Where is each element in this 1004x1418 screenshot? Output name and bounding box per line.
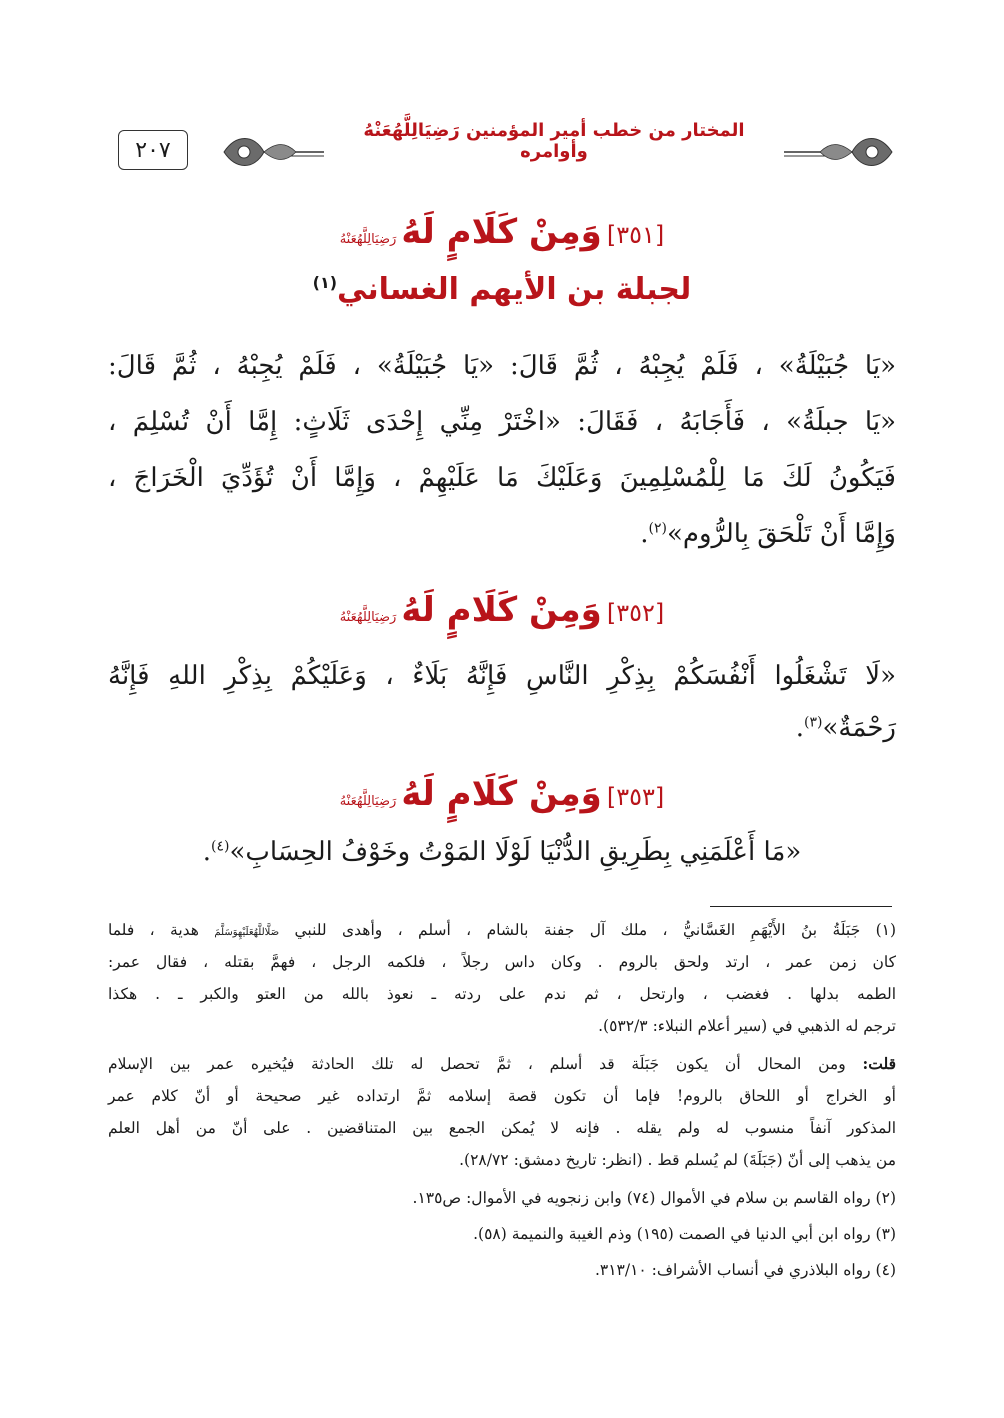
section-title: وَمِنْ كَلَامٍ لَهُ xyxy=(401,774,602,814)
footnote-1-line: الطمه بدلها . فغضب ، وارتحل ، ثم ندم على ردته ـ نعوذ بالله من العتو والكبر ـ . هكذا xyxy=(108,985,896,1003)
subtitle-text: لجبلة بن الأيهم الغساني xyxy=(337,272,692,307)
body-text: وَإِمَّا أَنْ تَلْحَقَ بِالرُّوم» xyxy=(666,519,896,549)
body-line: رَحْمَةٌ»$^{(٣)}$. xyxy=(795,713,896,743)
footnote-note-line: أو الخراج أو اللحاق بالروم! فإما أن تكون قصة إسلامه ثمَّ ارتداده غير صحيحة أو أنّ كلام عمر xyxy=(108,1087,896,1105)
section-subtitle xyxy=(108,272,896,307)
body-line: «لَا تَشْغَلُوا أَنْفُسَكُمْ بِذِكْرِ النَّاسِ فَإِنَّهُ بَلَاءٌ ، وَعَلَيْكُمْ بِذِكْرِ اللهِ فَإِنَّهُ xyxy=(108,661,896,691)
footnote-text: (١) جَبَلَةُ بنُ الأَيْهَمِ الغَسَّانيُّ ، ملك آل جفنة بالشام ، أسلم ، وأهدى للنبي xyxy=(294,921,897,939)
note-label: قلت: xyxy=(862,1054,896,1073)
body-line: «يَا جُبَيْلَةُ» ، فَلَمْ يُجِبْهُ ، ثُمَّ قَالَ: «يَا جُبَيْلَةُ» ، فَلَمْ يُجِبْهُ ، ثُمَّ قَالَ: xyxy=(108,351,896,381)
section-title: وَمِنْ كَلَامٍ لَهُ xyxy=(401,590,602,630)
footnote-ref: (٢) xyxy=(648,520,667,537)
section-number: [٣٥٣] xyxy=(606,783,665,811)
footnote-separator xyxy=(710,906,892,907)
page-header xyxy=(108,116,896,186)
section-title: وَمِنْ كَلَامٍ لَهُ xyxy=(401,212,602,252)
footnote-note-line xyxy=(108,1054,896,1074)
body-line: «يَا جبلَةُ» ، فَأَجَابَهُ ، فَقَالَ: «اخْتَرْ مِنِّي إِحْدَى ثَلَاثٍ: إِمَّا أَنْ تُسْلِمَ ، xyxy=(108,407,896,437)
footnote-ref: (٤) xyxy=(210,838,230,855)
footnote-3: (٣) رواه ابن أبي الدنيا في الصمت (١٩٥) وذم الغيبة والنميمة (٥٨). xyxy=(473,1225,896,1243)
body-line: «مَا أَعْلَمَنِي بِطَرِيقِ الدُّنْيَا لَوْلَا المَوْتُ وخَوْفُ الحِسَابِ»$^{(٤)}$. xyxy=(202,837,802,867)
footnote-4: (٤) رواه البلاذري في أنساب الأشراف: ٣١٣/١٠. xyxy=(594,1261,896,1279)
honorific: رَضِيَالِلَّهُعَنْهُ xyxy=(339,794,397,809)
honorific: صَلَّاللَّهُعَلَيْهِوَسَلَّمَ xyxy=(214,927,280,938)
footnote-text: ومن المحال أن يكون جَبَلَة قد أسلم ، ثمَّ تحصل له تلك الحادثة فيُخيره عمر بين الإسلام xyxy=(108,1055,846,1073)
page-number: ٢٠٧ xyxy=(118,130,188,170)
body-text: رَحْمَةٌ» xyxy=(822,713,896,743)
section-heading-351 xyxy=(108,212,896,252)
footnote-note-line: المذكور آنفاً منسوب له ولم يقله . فإنه لا يُمكن الجمع بين المتناقضين . على أنّ من أهل العلم xyxy=(108,1119,896,1137)
body-line: وَإِمَّا أَنْ تَلْحَقَ بِالرُّوم»$^{(٢)}$. xyxy=(640,519,896,549)
body-text: «مَا أَعْلَمَنِي بِطَرِيقِ الدُّنْيَا لَوْلَا المَوْتُ وخَوْفُ الحِسَابِ» xyxy=(229,837,802,867)
section-number: [٣٥٢] xyxy=(606,599,665,627)
running-title: المختار من خطب أمير المؤمنين رَضِيَالِلَّهُعَنْهُ وأوامره xyxy=(324,120,784,162)
honorific: رَضِيَالِلَّهُعَنْهُ xyxy=(339,232,397,247)
section-heading-352 xyxy=(108,590,896,630)
footnote-text: هدية ، فلما xyxy=(108,921,199,939)
footnote-1-line xyxy=(108,920,896,940)
footnote-1-line: كان زمن عمر ، ارتد ولحق بالروم . وكان داس رجلاً ، فلكمه الرجل ، فهمَّ بقتله ، فقال عمر: xyxy=(108,953,896,971)
footnote-2: (٢) رواه القاسم بن سلام في الأموال (٧٤) وابن زنجويه في الأموال: ص١٣٥. xyxy=(412,1189,896,1207)
footnote-ref: (٣) xyxy=(804,714,823,731)
footnote-ref: (١) xyxy=(312,273,338,292)
footnote-note-line: من يذهب إلى أنّ (جَبَلَةَ) لم يُسلم قط . (انظر: تاريخ دمشق: ٢٨/٧٢). xyxy=(459,1151,896,1169)
section-heading-353 xyxy=(108,774,896,814)
body-line: فَيَكُونُ لَكَ مَا لِلْمُسْلِمِينَ وَعَلَيْكَ مَا عَلَيْهِمْ ، وَإِمَّا أَنْ تُؤَدِّيَ الْخَرَاجَ ، xyxy=(108,463,896,493)
honorific: رَضِيَالِلَّهُعَنْهُ xyxy=(339,610,397,625)
section-number: [٣٥١] xyxy=(606,221,665,249)
footnote-1-line: ترجم له الذهبي في (سير أعلام النبلاء: ٥٣٢/٣). xyxy=(598,1017,896,1035)
